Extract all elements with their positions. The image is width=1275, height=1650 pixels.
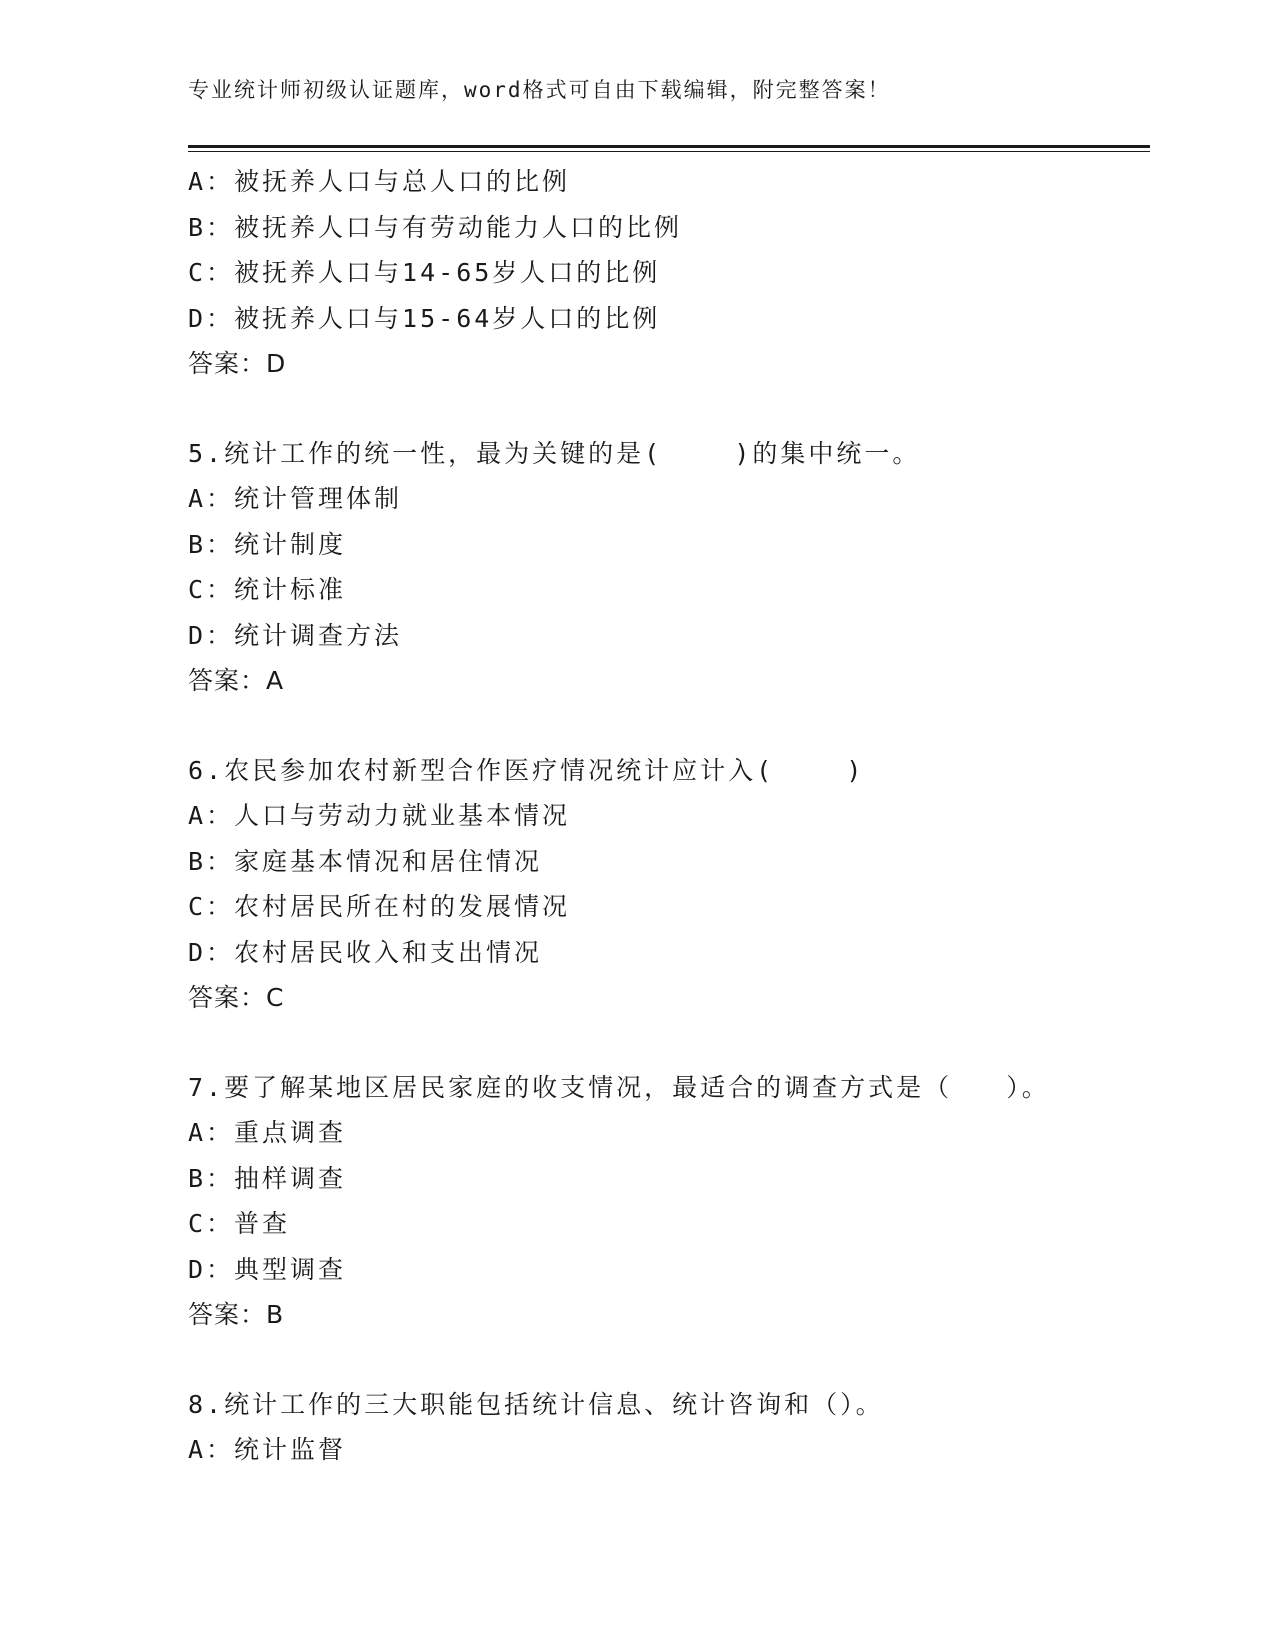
option-b: B：家庭基本情况和居住情况 (188, 846, 543, 876)
answer-line: 答案：C (188, 983, 285, 1012)
option-b: B：被抚养人口与有劳动能力人口的比例 (188, 212, 683, 242)
option-d: D：统计调查方法 (188, 620, 403, 650)
question-stem: 6.农民参加农村新型合作医疗情况统计应计入( ) (188, 755, 865, 785)
option-d: D：典型调查 (188, 1254, 347, 1284)
question-7 (188, 1065, 1150, 1338)
question-list (188, 159, 1150, 1473)
question-stem: 5.统计工作的统一性，最为关键的是( )的集中统一。 (188, 438, 921, 468)
question-6 (188, 748, 1150, 1021)
option-a: A：被抚养人口与总人口的比例 (188, 167, 571, 196)
option-d: D：农村居民收入和支出情况 (188, 937, 543, 967)
option-a: A：重点调查 (188, 1118, 347, 1147)
option-c: C：被抚养人口与14-65岁人口的比例 (188, 258, 661, 287)
option-b: B：抽样调查 (188, 1163, 347, 1193)
option-a: A：统计监督 (188, 1435, 347, 1464)
option-d: D：被抚养人口与15-64岁人口的比例 (188, 303, 661, 333)
option-c: C：普查 (188, 1209, 291, 1238)
answer-line: 答案：B (188, 1300, 285, 1329)
option-a: A：人口与劳动力就业基本情况 (188, 801, 571, 830)
option-c: C：农村居民所在村的发展情况 (188, 892, 571, 921)
question-5 (188, 431, 1150, 704)
header-rule-thin (188, 151, 1150, 152)
question-8 (188, 1382, 1150, 1473)
answer-line: 答案：D (188, 349, 287, 378)
page-header: 专业统计师初级认证题库，word格式可自由下载编辑，附完整答案！ (188, 78, 891, 102)
answer-line: 答案：A (188, 666, 285, 695)
question-fragment (188, 159, 1150, 387)
option-a: A：统计管理体制 (188, 484, 403, 513)
option-c: C：统计标准 (188, 575, 347, 604)
question-stem: 7.要了解某地区居民家庭的收支情况，最适合的调查方式是（ ）。 (188, 1072, 1050, 1102)
header-rule-thick (188, 145, 1150, 148)
option-b: B：统计制度 (188, 529, 347, 559)
question-stem: 8.统计工作的三大职能包括统计信息、统计咨询和（）。 (188, 1389, 884, 1419)
